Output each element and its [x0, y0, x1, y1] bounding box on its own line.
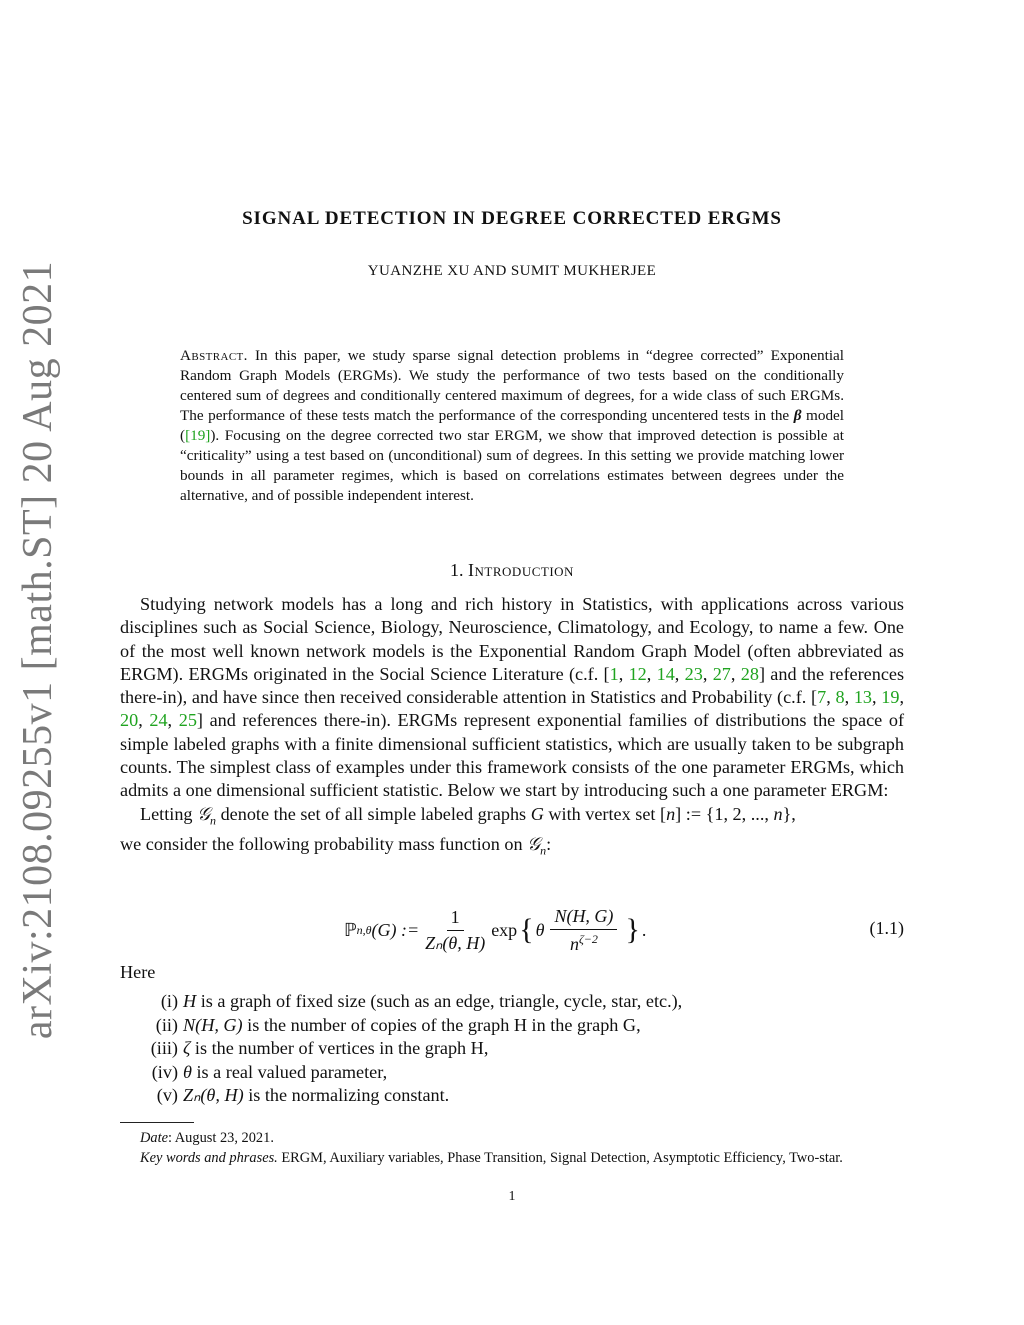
- citation-link[interactable]: 12: [628, 663, 647, 684]
- eq-inner-fraction: [550, 906, 617, 955]
- list-item: [120, 1037, 904, 1061]
- section-heading: [120, 560, 904, 581]
- citation-link[interactable]: 23: [684, 663, 703, 684]
- eq-inner-den-exp: ζ−2: [578, 931, 598, 946]
- list-symbol: ζ: [183, 1038, 191, 1058]
- list-text: is the normalizing constant.: [243, 1085, 450, 1105]
- abstract: [180, 346, 844, 506]
- list-marker: (iv): [151, 1061, 178, 1082]
- equation-number: (1.1): [869, 918, 904, 938]
- citation-link[interactable]: 14: [656, 663, 675, 684]
- list-text: is a real valued parameter,: [191, 1061, 388, 1082]
- abstract-text-3: ). Focusing on the degree corrected two star ERGM, we show that improved detection is possible at “criticality” using a test based on (unconditional) sum of degrees. In this setting we provide matching lower bounds in all parameter regimes, which is based on correlations estimates between degrees under the alternative, and of possible independent interest.: [180, 427, 844, 504]
- paragraph-2-line-2: we consider the following probability mass function on 𝒢$_n$:: [120, 833, 552, 858]
- paragraph-2-text-d: ] := {1, 2, ...,: [675, 803, 774, 824]
- citation-link[interactable]: 25: [178, 710, 197, 731]
- keywords-value: ERGM, Auxiliary variables, Phase Transition, Signal Detection, Asymptotic Efficiency, Two-star.: [277, 1150, 843, 1166]
- page-number: 1: [508, 1189, 516, 1204]
- paper-title: SIGNAL DETECTION IN DEGREE CORRECTED ERGMS: [242, 208, 782, 229]
- paragraph-2: Letting 𝒢$_n$ denote the set of all simple labeled graphs G with vertex set [n] := {1, 2, ..., n}, we consider the following probability mass function on 𝒢$_n$:: [120, 803, 904, 863]
- citation-link[interactable]: 8: [835, 687, 845, 708]
- citation-link[interactable]: [19]: [185, 427, 211, 444]
- eq-theta: θ: [535, 919, 545, 940]
- eq-fraction-denominator: Zₙ(θ, H): [425, 932, 486, 953]
- gn-symbol: 𝒢: [527, 833, 541, 854]
- equation-body: ℙ n,θ (G) := $\frac{1}{\text{Zₙ(θ, H)}}$ exp { θ $\frac{N(H, G)}{n^{\zeta-2}}$ } .: [344, 905, 647, 954]
- eq-right-brace: }: [625, 913, 640, 946]
- footnote-keywords: [120, 1148, 904, 1168]
- list-item: [120, 1061, 904, 1085]
- paper-authors: YUANZHE XU AND SUMIT MUKHERJEE: [367, 263, 657, 279]
- list-symbol: θ: [183, 1061, 192, 1082]
- citation-link[interactable]: 24: [149, 710, 168, 731]
- gn-symbol: 𝒢: [197, 803, 211, 824]
- list-marker: (ii): [155, 1014, 178, 1035]
- list-text: is a graph of fixed size (such as an edge, triangle, cycle, star, etc.),: [196, 991, 683, 1011]
- paragraph-1: Studying network models has a long and rich history in Statistics, with applications across various disciplines such as Social Science, Biology, Neuroscience, Climatology, and Ecology, to name a few. One of the most well known network models is the Exponential Random Graph Model (often abbreviated as ERGM). ERGMs originated in the Social Science Literature (c.f. [1, 12, 14, 23, 27, 28] and the references there-in), and have since then received considerable attention in Statistics and Probability (c.f. [7, 8, 13, 19, 20, 24, 25] and references there-in). ERGMs represent exponential families of distributions the space of simple labeled graphs with a finite dimensional sufficient statistics, which are usually taken to be subgraph counts. The simplest class of examples under this framework consists of the one parameter ERGMs, which admits a one dimensional sufficient statistic. Below we start by introducing such a one parameter ERGM:: [120, 594, 905, 801]
- paragraph-1-text-b: ] and the references there-in), and have since then received considerable attention in Statistics and Probability (c.f. [: [120, 663, 905, 708]
- paragraph-2-text-b: denote the set of all simple labeled graphs: [216, 803, 531, 824]
- paragraph-1-text-c: ] and references there-in). ERGMs represent exponential families of distributions the space of simple labeled graphs with a finite dimensional sufficient statistics, which are usually taken to be subgraph counts. The simplest class of examples under this framework consists of the one parameter ERGMs, which admits a one dimensional sufficient statistic. Below we start by introducing such a one parameter ERGM:: [120, 710, 905, 801]
- arxiv-margin-stamp: [8, 260, 68, 1040]
- arxiv-stamp-text: arXiv:2108.09255v1 [math.ST] 20 Aug 2021: [15, 260, 61, 1040]
- paragraph-2-text-g: :: [546, 833, 552, 854]
- abstract-text-1: In this paper, we study sparse signal detection problems in “degree corrected” Exponential Random Graph Models (ERGMs). We study the performance of two tests based on the conditionally centered sum of degrees and conditionally centered maximum of degrees, for a wide class of such ERGMs. The performance of these tests match the performance of the corresponding uncentered tests in the: [180, 347, 845, 424]
- here-label: Here: [120, 962, 156, 982]
- keywords-label: Key words and phrases.: [140, 1150, 278, 1166]
- eq-inner-den-base: n: [569, 933, 579, 954]
- list-symbol: Zₙ(θ, H): [183, 1085, 244, 1105]
- footnote-rule: [120, 1122, 194, 1123]
- body-text: [120, 593, 904, 863]
- eq-fraction-numerator: 1: [447, 907, 464, 931]
- date-value: : August 23, 2021.: [167, 1130, 274, 1146]
- citation-link[interactable]: 20: [120, 710, 139, 731]
- citation-link[interactable]: 13: [853, 687, 873, 708]
- footnotes: [120, 1128, 904, 1168]
- list-marker: (i): [160, 991, 178, 1011]
- list-text: is the number of vertices in the graph H,: [190, 1038, 489, 1058]
- section-title: Introduction: [468, 560, 574, 580]
- paragraph-2-text-c: with vertex set [: [543, 803, 667, 824]
- list-item: [120, 1084, 904, 1108]
- citation-link[interactable]: 1: [609, 663, 619, 684]
- paragraph-2-text-f: we consider the following probability mass function on: [120, 833, 528, 854]
- eq-lhs-arg: (G) :=: [371, 919, 420, 940]
- paragraph-2-text-a: Letting: [140, 803, 198, 824]
- equation-1-1: [120, 902, 904, 958]
- citation-link[interactable]: 7: [817, 687, 827, 708]
- date-label: Date: [140, 1130, 168, 1146]
- definition-list: [120, 990, 904, 1108]
- list-item: [120, 990, 904, 1014]
- paragraph-2-text-e: },: [782, 803, 796, 824]
- list-symbol: H: [183, 991, 197, 1011]
- eq-left-brace: {: [519, 913, 534, 946]
- abstract-text-2: model (: [180, 407, 844, 444]
- citation-link[interactable]: 27: [712, 663, 731, 684]
- abstract-label: Abstract.: [180, 347, 248, 364]
- list-text: is the number of copies of the graph H in the graph G,: [242, 1014, 641, 1035]
- list-marker: (v): [156, 1085, 178, 1105]
- eq-inner-numerator: N(H, G): [550, 906, 617, 930]
- eq-lhs-subscript: n,θ: [356, 922, 372, 937]
- eq-exp: exp: [491, 919, 518, 940]
- eq-inner-denominator: [570, 930, 598, 955]
- citation-link[interactable]: 28: [740, 663, 759, 684]
- list-item: [120, 1014, 904, 1038]
- footnote-date: [120, 1128, 904, 1148]
- eq-fraction: [425, 907, 485, 954]
- beta-symbol: β: [793, 407, 802, 424]
- list-marker: (iii): [150, 1038, 178, 1058]
- citation-link[interactable]: 19: [881, 687, 900, 708]
- paragraph-1-text-a: Studying network models has a long and rich history in Statistics, with applications across various disciplines such as Social Science, Biology, Neuroscience, Climatology, and Ecology, to name a few. One of the most well known network models is the Exponential Random Graph Model (often abbreviated as ERGM). ERGMs originated in the Social Science Literature (c.f. [: [120, 594, 904, 684]
- section-number: 1.: [450, 560, 464, 580]
- list-symbol: N(H, G): [183, 1014, 243, 1035]
- eq-lhs-symbol: ℙ: [344, 919, 357, 940]
